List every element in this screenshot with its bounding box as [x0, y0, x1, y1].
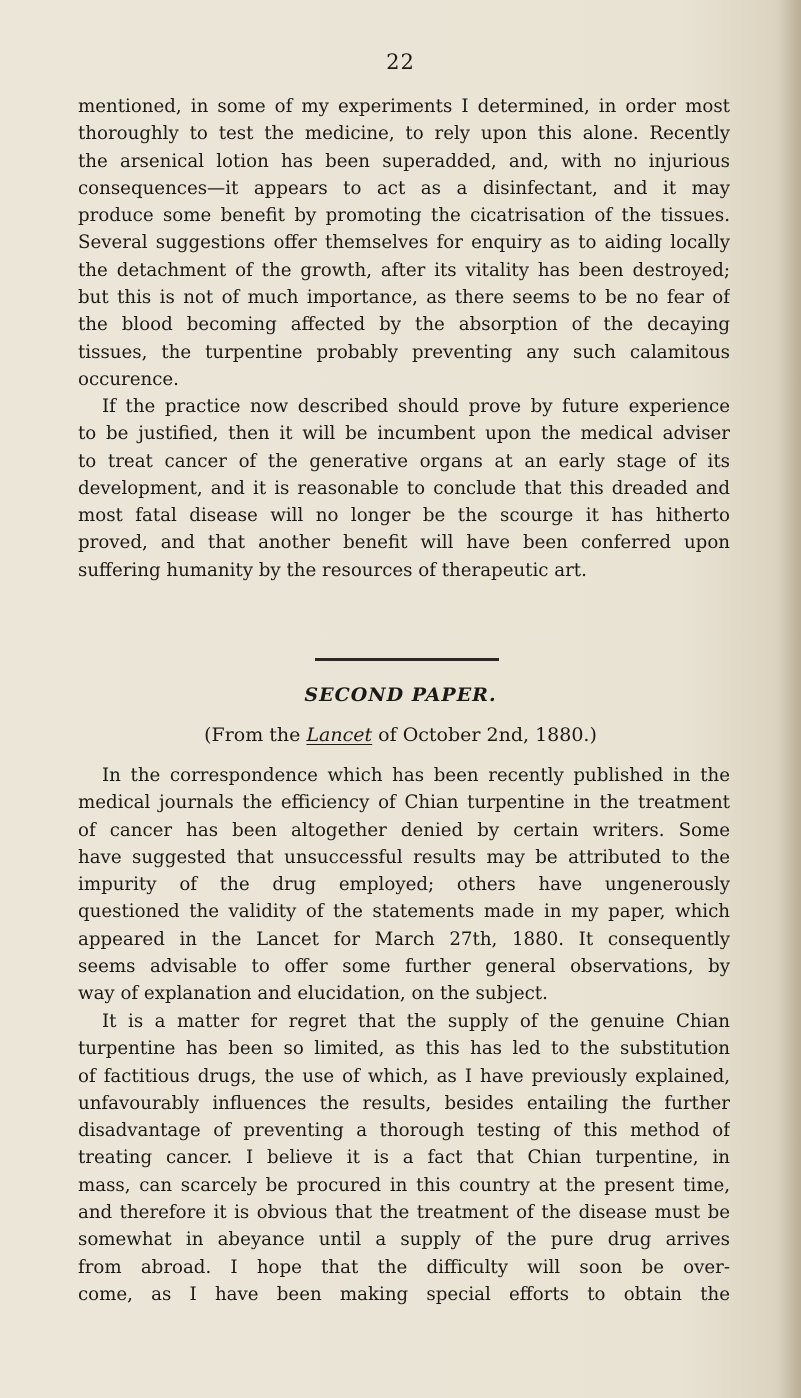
paragraph-4	[78, 1008, 730, 1308]
text-line: If the practice now described should prove by future experience	[102, 396, 730, 417]
text-line: occurence.	[78, 368, 179, 390]
text-line: but this is not of much importance, as there seems to be no fear of	[78, 287, 730, 309]
text-line: produce some benefit by promoting the cicatrisation of the tissues.	[78, 205, 730, 227]
text-line: way of explanation and elucidation, on the subject.	[78, 983, 548, 1005]
page-number: 22	[386, 50, 415, 74]
text-line: mentioned, in some of my experiments I determined, in order most	[78, 96, 730, 117]
text-line: treating cancer. I believe it is a fact that Chian turpentine, in	[78, 1147, 730, 1169]
text-line: and therefore it is obvious that the treatment of the disease must be	[78, 1202, 730, 1224]
text-line: proved, and that another benefit will have been conferred upon	[78, 532, 730, 554]
paragraph-2	[78, 393, 730, 584]
text-line: mass, can scarcely be procured in this country at the present time,	[78, 1174, 730, 1196]
text-line: In the correspondence which has been recently published in the	[102, 765, 730, 786]
section-divider	[315, 658, 499, 661]
text-line: questioned the validity of the statements made in my paper, which	[78, 901, 730, 923]
text-line: have suggested that unsuccessful results may be attributed to the	[78, 846, 730, 868]
text-line: seems advisable to offer some further general observations, by	[78, 956, 730, 978]
journal-name: Lancet	[306, 724, 373, 746]
paragraph-3	[78, 762, 730, 1008]
text-line: most fatal disease will no longer be the scourge it has hitherto	[78, 505, 730, 527]
text-line: thoroughly to test the medicine, to rely upon this alone. Recently	[78, 123, 730, 145]
text-line: Several suggestions offer themselves for enquiry as to aiding locally	[78, 232, 730, 254]
text-line: come, as I have been making special efforts to obtain the	[78, 1283, 730, 1305]
text-line: turpentine has been so limited, as this has led to the substitution	[78, 1038, 730, 1060]
paragraph-1	[78, 93, 730, 393]
text-line: consequences—it appears to act as a disinfectant, and it may	[78, 177, 730, 199]
text-line: the arsenical lotion has been superadded, and, with no injurious	[78, 150, 730, 172]
text-line: development, and it is reasonable to conclude that this dreaded and	[78, 477, 730, 499]
section-heading: SECOND PAPER.	[304, 684, 497, 706]
text-line: of factitious drugs, the use of which, as I have previously explained,	[78, 1065, 730, 1087]
text-line: suffering humanity by the resources of therapeutic art.	[78, 559, 587, 581]
text-line: to treat cancer of the generative organs at an early stage of its	[78, 450, 730, 472]
text-line: appeared in the Lancet for March 27th, 1880. It consequently	[78, 928, 730, 950]
text-line: medical journals the efficiency of Chian turpentine in the treatment	[78, 792, 730, 814]
text-line: somewhat in abeyance until a supply of the pure drug arrives	[78, 1229, 730, 1251]
text-line: the detachment of the growth, after its vitality has been destroyed;	[78, 259, 730, 281]
text-line: to be justified, then it will be incumbent upon the medical adviser	[78, 423, 730, 445]
text-line: unfavourably influences the results, besides entailing the further	[78, 1092, 730, 1114]
text-line: of cancer has been altogether denied by certain writers. Some	[78, 819, 730, 841]
text-line: It is a matter for regret that the supply of the genuine Chian	[102, 1011, 730, 1032]
text-line: disadvantage of preventing a thorough testing of this method of	[78, 1120, 730, 1142]
text-line: impurity of the drug employed; others have ungenerously	[78, 874, 730, 896]
text-line: tissues, the turpentine probably preventing any such calamitous	[78, 341, 730, 363]
text-line: from abroad. I hope that the difficulty will soon be over-	[78, 1256, 730, 1278]
source-prefix: (From the	[204, 724, 307, 746]
source-suffix: of October 2nd, 1880.)	[372, 724, 597, 746]
text-line: the blood becoming affected by the absorption of the decaying	[78, 314, 730, 336]
source-citation	[0, 724, 801, 746]
